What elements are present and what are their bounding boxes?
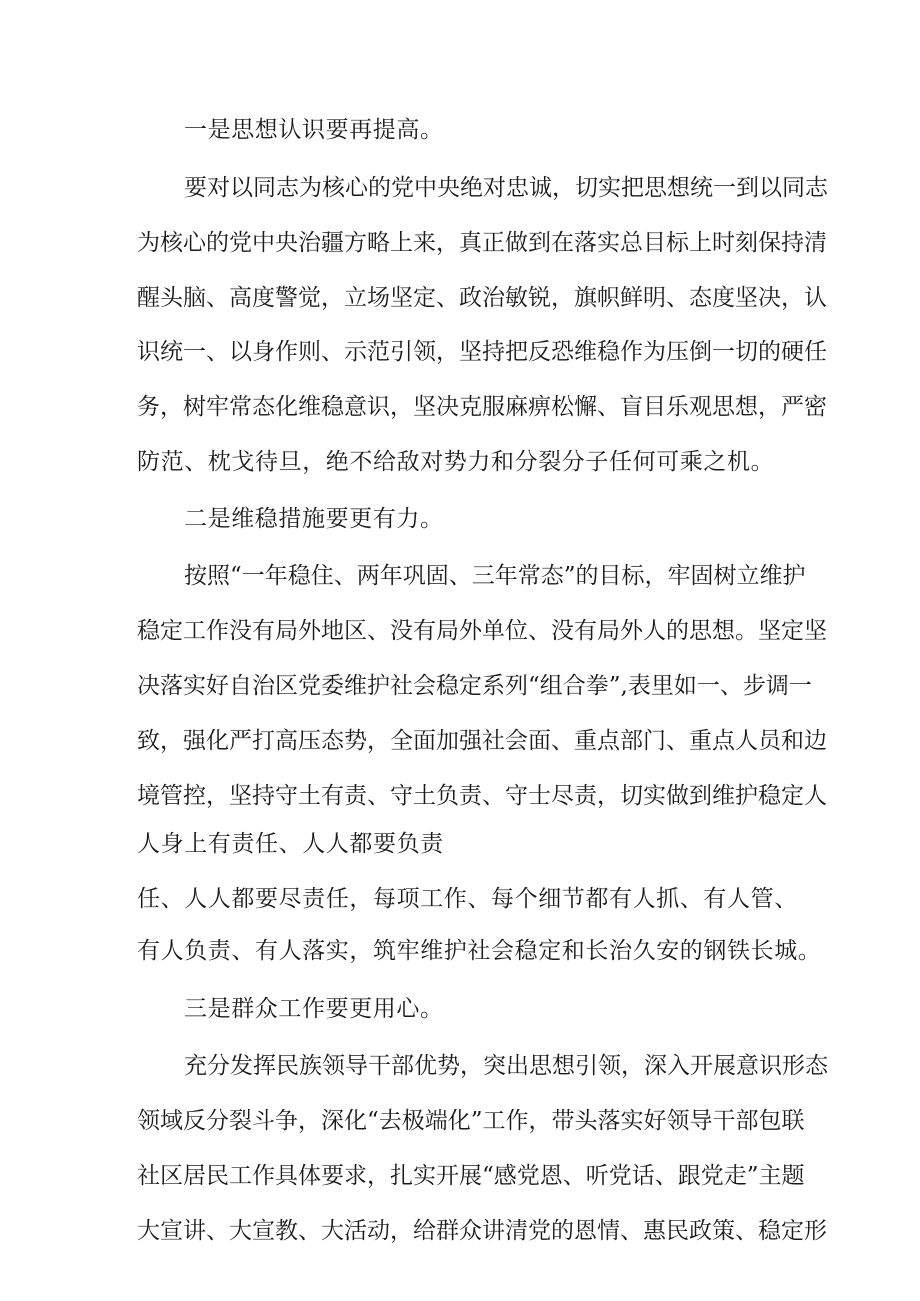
paragraph-line: 人身上有责任、人人都要负责 bbox=[137, 831, 444, 857]
paragraph-line: 决落实好自治区党委维护社会稳定系列“组合拳”,表里如一、步调一 bbox=[137, 673, 812, 699]
paragraph-line: 按照“一年稳住、两年巩固、三年常态”的目标，牢固树立维护 bbox=[184, 563, 806, 589]
section-heading-1: 一是思想认识要再提高。 bbox=[184, 117, 444, 143]
section-heading-2: 二是维稳措施要更有力。 bbox=[184, 506, 444, 532]
paragraph-line: 识统一、以身作则、示范引领，坚持把反恐维稳作为压倒一切的硬任 bbox=[137, 339, 827, 365]
paragraph-line: 领域反分裂斗争，深化“去极端化”工作，带头落实好领导干部包联 bbox=[137, 1108, 805, 1134]
paragraph-line: 防范、枕戈待旦，绝不给敌对势力和分裂分子任何可乘之机。 bbox=[137, 449, 775, 475]
paragraph-line: 境管控，坚持守土有责、守土负责、守士尽责，切实做到维护稳定人 bbox=[137, 783, 827, 809]
paragraph-line: 任、人人都要尽责任，每项工作、每个细节都有人抓、有人管、 bbox=[137, 886, 798, 912]
paragraph-line: 致，强化严打高压态势，全面加强社会面、重点部门、重点人员和边 bbox=[137, 728, 827, 754]
paragraph-line: 要对以同志为核心的党中央绝对忠诚，切实把思想统一到以同志 bbox=[184, 175, 828, 201]
paragraph-line: 醒头脑、高度警觉，立场坚定、政治敏锐，旗帜鲜明、态度坚决，认 bbox=[137, 285, 827, 311]
paragraph-line: 大宣讲、大宣教、大活动，给群众讲清党的恩情、惠民政策、稳定形 bbox=[137, 1218, 827, 1244]
paragraph-line: 稳定工作没有局外地区、没有局外单位、没有局外人的思想。坚定坚 bbox=[137, 618, 827, 644]
paragraph-line: 务，树牢常态化维稳意识，坚决克服麻痹松懈、盲目乐观思想，严密 bbox=[137, 394, 827, 420]
paragraph-line: 为核心的党中央治疆方略上来，真正做到在落实总目标上时刻保持清 bbox=[137, 230, 827, 256]
paragraph-line: 有人负责、有人落实，筑牢维护社会稳定和长治久安的钢铁长城。 bbox=[137, 938, 822, 964]
paragraph-line: 充分发挥民族领导干部优势，突出思想引领，深入开展意识形态 bbox=[184, 1053, 828, 1079]
paragraph-line: 社区居民工作具体要求，扎实开展“感党恩、听党话、跟党走”主题 bbox=[137, 1163, 805, 1189]
section-heading-3: 三是群众工作要更用心。 bbox=[184, 996, 444, 1022]
